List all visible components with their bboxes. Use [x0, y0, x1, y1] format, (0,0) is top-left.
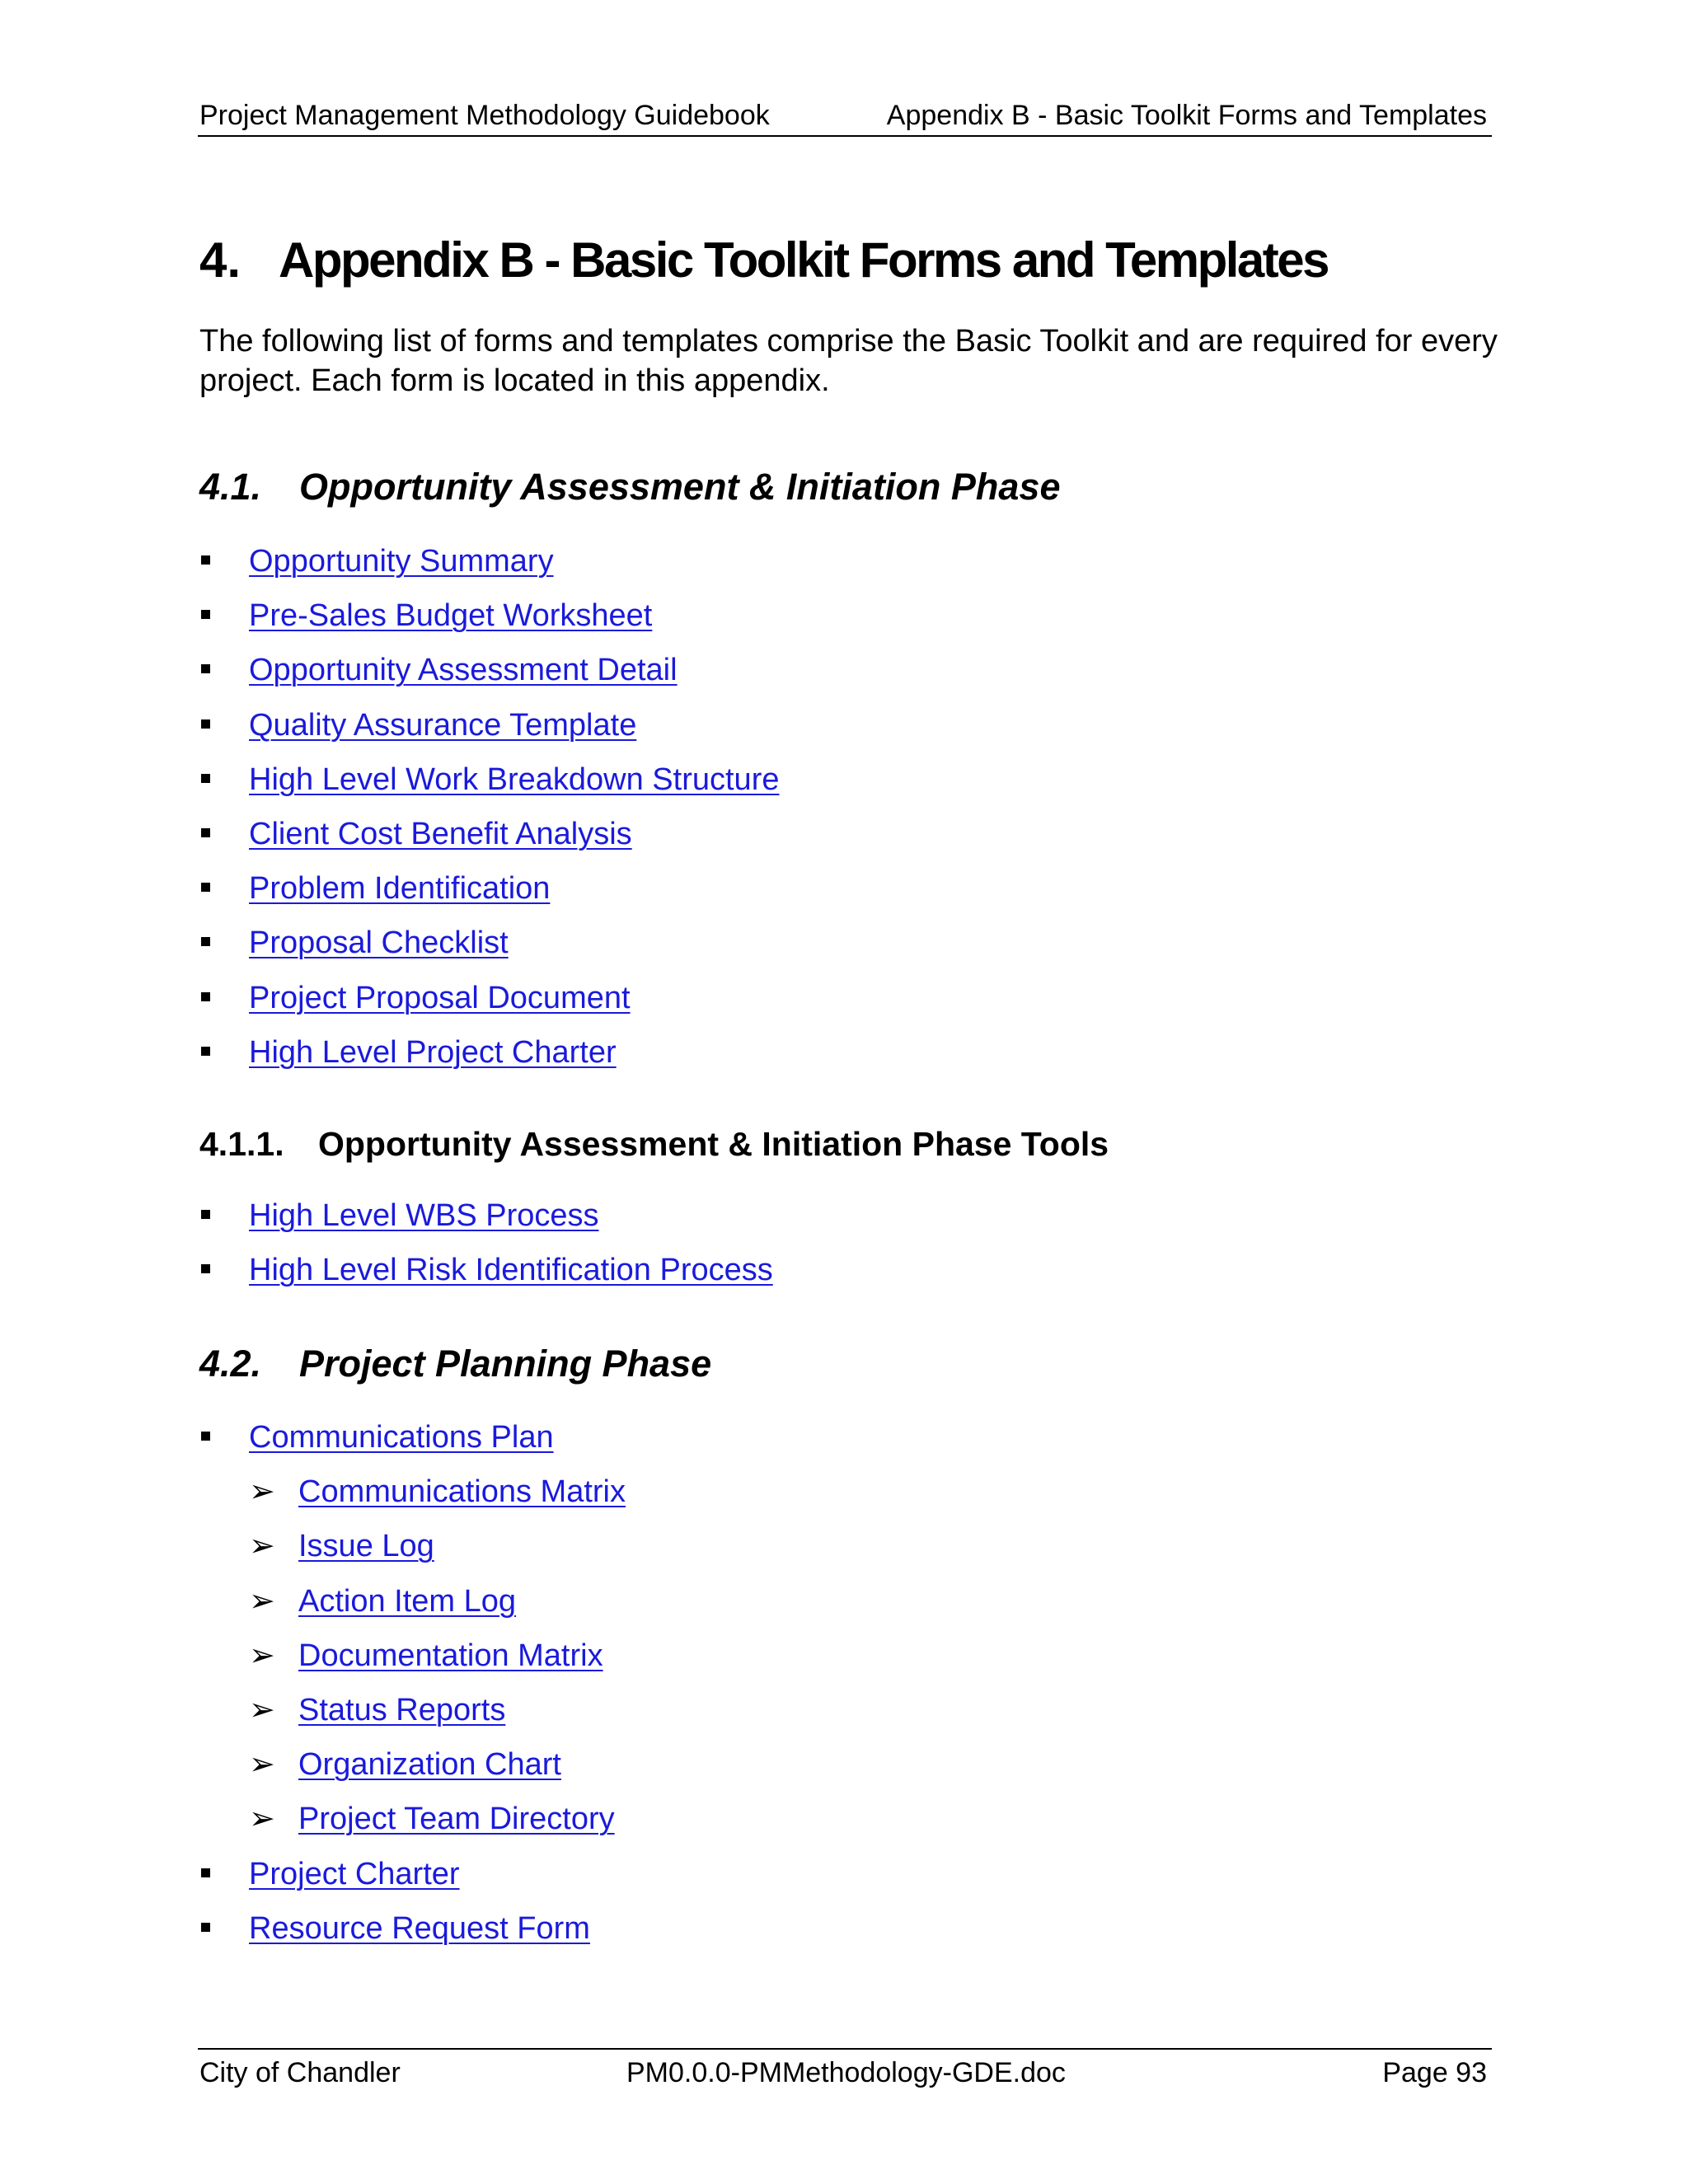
link-pre-sales-budget-worksheet[interactable]: Pre-Sales Budget Worksheet — [249, 598, 653, 634]
page-title-number: 4. — [199, 232, 241, 288]
intro-paragraph: The following list of forms and templates comprise the Basic Toolkit and are required for every project. Each form is located in this appendix. — [199, 324, 1498, 398]
square-bullet-icon — [201, 1868, 210, 1877]
link-high-level-wbs-process[interactable]: High Level WBS Process — [249, 1198, 599, 1233]
square-bullet-icon — [201, 719, 210, 729]
section-title: Opportunity Assessment & Initiation Phase — [299, 466, 1061, 508]
arrow-bullet-icon: ➢ — [249, 1638, 275, 1673]
square-bullet-icon — [201, 937, 210, 946]
link-project-charter[interactable]: Project Charter — [249, 1856, 460, 1891]
section-number: 4.1.1. — [199, 1125, 284, 1163]
header-section-title: Appendix B - Basic Toolkit Forms and Templates — [886, 100, 1487, 131]
footer-organization: City of Chandler — [199, 2057, 401, 2088]
section-heading-4-2 — [199, 1339, 711, 1389]
link-high-level-risk-identification-process[interactable]: High Level Risk Identification Process — [249, 1253, 773, 1288]
page-header — [198, 96, 1492, 137]
page-title — [199, 231, 1328, 290]
page-footer — [198, 2048, 1492, 2096]
square-bullet-icon — [201, 1923, 210, 1932]
link-client-cost-benefit-analysis[interactable]: Client Cost Benefit Analysis — [249, 816, 632, 851]
link-project-team-directory[interactable]: Project Team Directory — [298, 1802, 615, 1837]
square-bullet-icon — [201, 1047, 210, 1056]
link-resource-request-form[interactable]: Resource Request Form — [249, 1910, 590, 1946]
link-problem-identification[interactable]: Problem Identification — [249, 871, 551, 907]
square-bullet-icon — [201, 1432, 210, 1441]
link-opportunity-summary[interactable]: Opportunity Summary — [249, 544, 554, 579]
arrow-bullet-icon: ➢ — [249, 1583, 275, 1619]
link-organization-chart[interactable]: Organization Chart — [298, 1747, 561, 1783]
page-title-text: Appendix B - Basic Toolkit Forms and Templates — [279, 232, 1328, 288]
arrow-bullet-icon: ➢ — [249, 1802, 275, 1837]
square-bullet-icon — [201, 555, 210, 565]
link-documentation-matrix[interactable]: Documentation Matrix — [298, 1638, 603, 1673]
square-bullet-icon — [201, 774, 210, 783]
link-issue-log[interactable]: Issue Log — [298, 1529, 434, 1564]
header-guidebook-title: Project Management Methodology Guidebook — [199, 100, 770, 131]
link-high-level-project-charter[interactable]: High Level Project Charter — [249, 1034, 617, 1070]
section-number: 4.1. — [199, 466, 262, 508]
section-heading-4-1-1 — [199, 1121, 1109, 1167]
square-bullet-icon — [201, 992, 210, 1001]
link-project-proposal-document[interactable]: Project Proposal Document — [249, 980, 631, 1015]
square-bullet-icon — [201, 664, 210, 673]
arrow-bullet-icon: ➢ — [249, 1474, 275, 1510]
link-high-level-wbs[interactable]: High Level Work Breakdown Structure — [249, 762, 780, 797]
link-action-item-log[interactable]: Action Item Log — [298, 1583, 517, 1619]
section-title: Opportunity Assessment & Initiation Phase Tools — [318, 1125, 1109, 1163]
link-quality-assurance-template[interactable]: Quality Assurance Template — [249, 707, 637, 743]
square-bullet-icon — [201, 1264, 210, 1273]
square-bullet-icon — [201, 828, 210, 837]
section-heading-4-1 — [199, 462, 1061, 512]
square-bullet-icon — [201, 610, 210, 619]
section-number: 4.2. — [199, 1343, 262, 1385]
arrow-bullet-icon: ➢ — [249, 1529, 275, 1564]
footer-filename: PM0.0.0-PMMethodology-GDE.doc — [626, 2057, 1066, 2088]
section-title: Project Planning Phase — [299, 1343, 712, 1385]
link-communications-plan[interactable]: Communications Plan — [249, 1420, 554, 1455]
arrow-bullet-icon: ➢ — [249, 1692, 275, 1727]
footer-page-number: Page 93 — [1382, 2057, 1487, 2088]
link-status-reports[interactable]: Status Reports — [298, 1692, 506, 1727]
link-communications-matrix[interactable]: Communications Matrix — [298, 1474, 626, 1510]
arrow-bullet-icon: ➢ — [249, 1747, 275, 1783]
square-bullet-icon — [201, 1210, 210, 1219]
link-proposal-checklist[interactable]: Proposal Checklist — [249, 926, 509, 961]
square-bullet-icon — [201, 883, 210, 892]
link-opportunity-assessment-detail[interactable]: Opportunity Assessment Detail — [249, 653, 678, 688]
